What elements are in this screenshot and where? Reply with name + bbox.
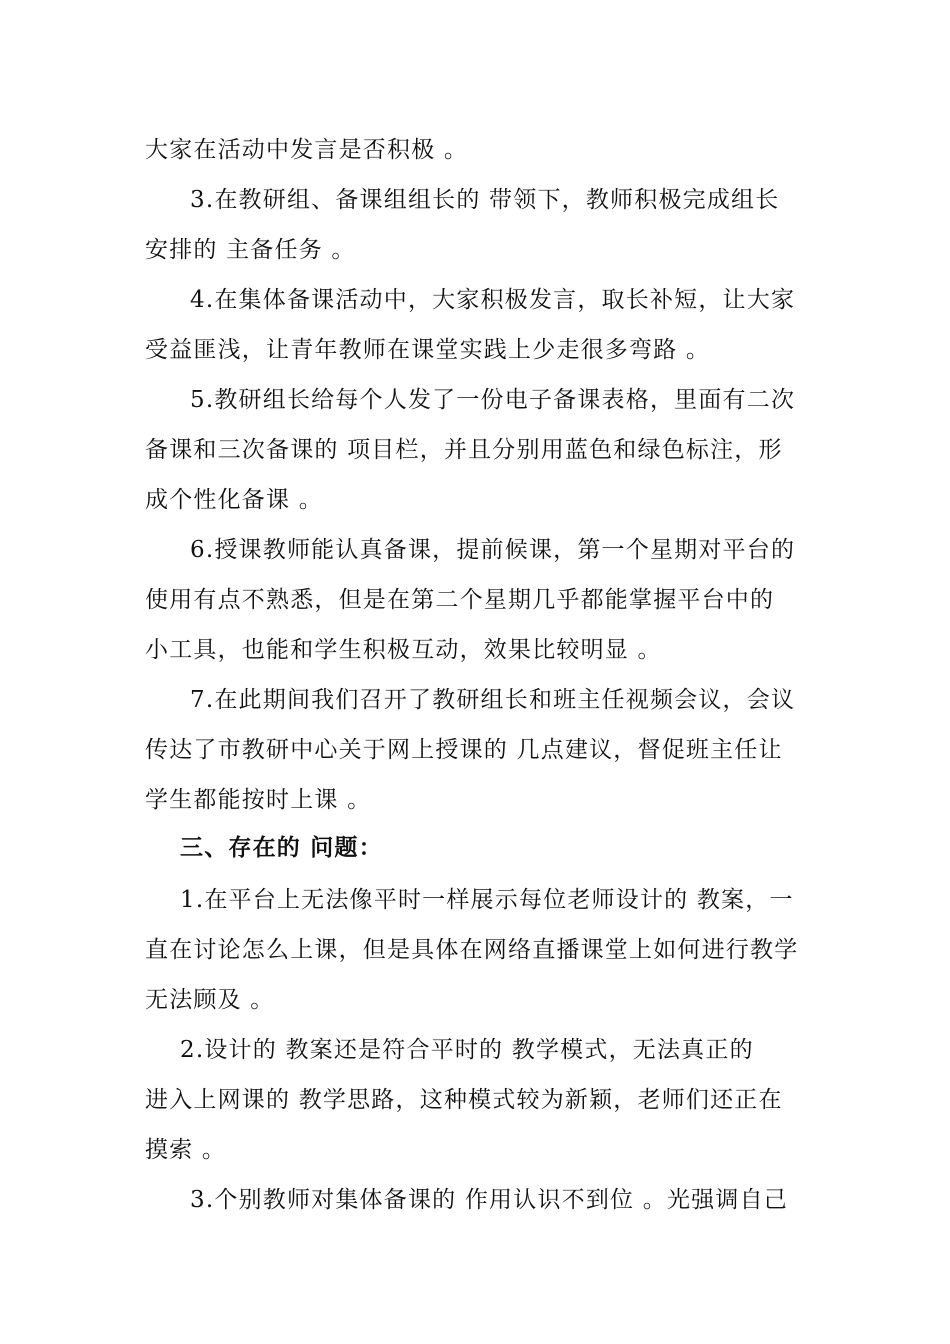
paragraph-line: 大家在活动中发言是否积极 。 — [145, 137, 469, 163]
paragraph-line: 3.在教研组、备课组组长的 带领下，教师积极完成组长 — [190, 187, 780, 213]
paragraph-line: 4.在集体备课活动中，大家积极发言，取长补短，让大家 — [190, 287, 796, 313]
paragraph-line: 3.个别教师对集体备课的 作用认识不到位 。光强调自己 — [190, 1187, 788, 1213]
paragraph-line: 进入上网课的 教学思路，这种模式较为新颖，老师们还正在 — [145, 1087, 783, 1113]
paragraph-line: 无法顾及 。 — [145, 987, 275, 1013]
paragraph-line: 2.设计的 教案还是符合平时的 教学模式，无法真正的 — [180, 1037, 754, 1063]
paragraph-line: 学生都能按时上课 。 — [145, 787, 372, 813]
paragraph-line: 5.教研组长给每个人发了一份电子备课表格，里面有二次 — [190, 387, 796, 413]
paragraph-line: 备课和三次备课的 项目栏，并且分别用蓝色和绿色标注，形 — [145, 437, 783, 463]
paragraph-line: 直在讨论怎么上课，但是具体在网络直播课堂上如何进行教学 — [145, 937, 799, 963]
paragraph-line: 安排的 主备任务 。 — [145, 237, 356, 263]
paragraph-line: 1.在平台上无法像平时一样展示每位老师设计的 教案，一 — [180, 887, 794, 913]
paragraph-line: 传达了市教研中心关于网上授课的 几点建议，督促班主任让 — [145, 737, 783, 763]
paragraph-line: 小工具，也能和学生积极互动，效果比较明显 。 — [145, 637, 662, 663]
paragraph-line: 7.在此期间我们召开了教研组长和班主任视频会议，会议 — [190, 687, 796, 713]
paragraph-line: 6.授课教师能认真备课，提前候课，第一个星期对平台的 — [190, 537, 796, 563]
paragraph-line: 摸索 。 — [145, 1137, 227, 1163]
section-heading: 三、存在的 问题： — [180, 834, 383, 861]
paragraph-line: 使用有点不熟悉，但是在第二个星期几乎都能掌握平台中的 — [145, 587, 775, 613]
paragraph-line: 受益匪浅，让青年教师在课堂实践上少走很多弯路 。 — [145, 337, 711, 363]
paragraph-line: 成个性化备课 。 — [145, 487, 323, 513]
